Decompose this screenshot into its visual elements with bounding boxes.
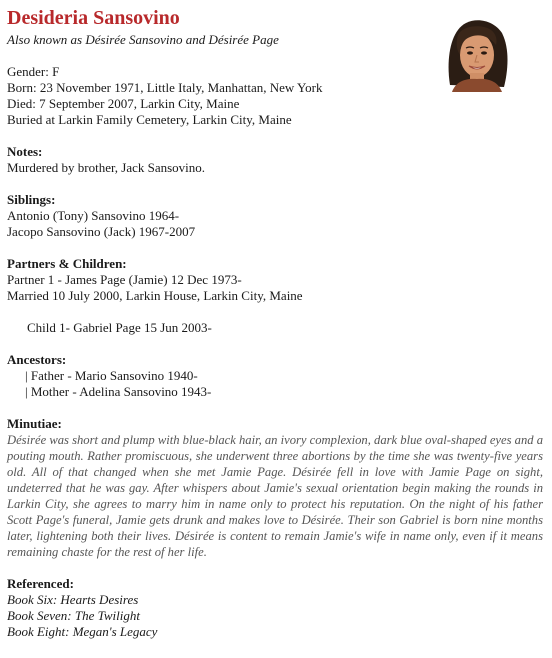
sibling-item: Antonio (Tony) Sansovino 1964- (7, 208, 180, 223)
siblings-heading: Siblings: (7, 192, 56, 207)
referenced-heading: Referenced: (7, 576, 74, 591)
notes-text: Murdered by brother, Jack Sansovino. (7, 160, 206, 175)
gender: Gender: F (7, 64, 60, 79)
notes-heading: Notes: (7, 144, 43, 159)
married: Married 10 July 2000, Larkin House, Larkin City, Maine (7, 288, 303, 303)
partner: Partner 1 - James Page (Jamie) 12 Dec 1973- (7, 272, 242, 287)
child: Child 1- Gabriel Page 15 Jun 2003- (27, 320, 212, 335)
born: Born: 23 November 1971, Little Italy, Manhattan, New York (7, 80, 323, 95)
minutiae-heading: Minutiae: (7, 416, 62, 431)
partners-heading: Partners & Children: (7, 256, 127, 271)
ancestor-mother: | Mother - Adelina Sansovino 1943- (25, 384, 212, 399)
referenced-book: Book Six: Hearts Desires (7, 592, 139, 607)
referenced-book: Book Eight: Megan's Legacy (7, 624, 158, 639)
ancestor-father: | Father - Mario Sansovino 1940- (25, 368, 198, 383)
also-known-as: Also known as Désirée Sansovino and Désirée Page (7, 32, 279, 47)
profile-page (7, 7, 545, 640)
referenced-book: Book Seven: The Twilight (7, 608, 140, 623)
ancestors-heading: Ancestors: (7, 352, 67, 367)
minutiae-text: Désirée was short and plump with blue-black hair, an ivory complexion, dark blue oval-shaped eyes and a pouting mouth. Rather promiscuous, she underwent three abortions by the time she was twenty-five years old. All of that changed when she met Jamie Page. Désirée fell in love with Jamie Page on sight, undeterred that he was gay. After whispers about Jamie's sexual orientation begin making the rounds in Larkin City, she agrees to marry him in name only to protect his reputation. On the night of his father Scott Page's funeral, Jamie gets drunk and makes love to Désirée. Their son Gabriel is born nine months later, lightening both their lives. Désirée is content to remain Jamie's wife in name only, even if it means remaining chaste for the rest of her life. (7, 433, 543, 559)
sibling-item: Jacopo Sansovino (Jack) 1967-2007 (7, 224, 196, 239)
character-name: Desideria Sansovino (7, 7, 180, 29)
buried: Buried at Larkin Family Cemetery, Larkin City, Maine (7, 112, 292, 127)
died: Died: 7 September 2007, Larkin City, Maine (7, 96, 240, 111)
portrait-photo (444, 15, 510, 92)
